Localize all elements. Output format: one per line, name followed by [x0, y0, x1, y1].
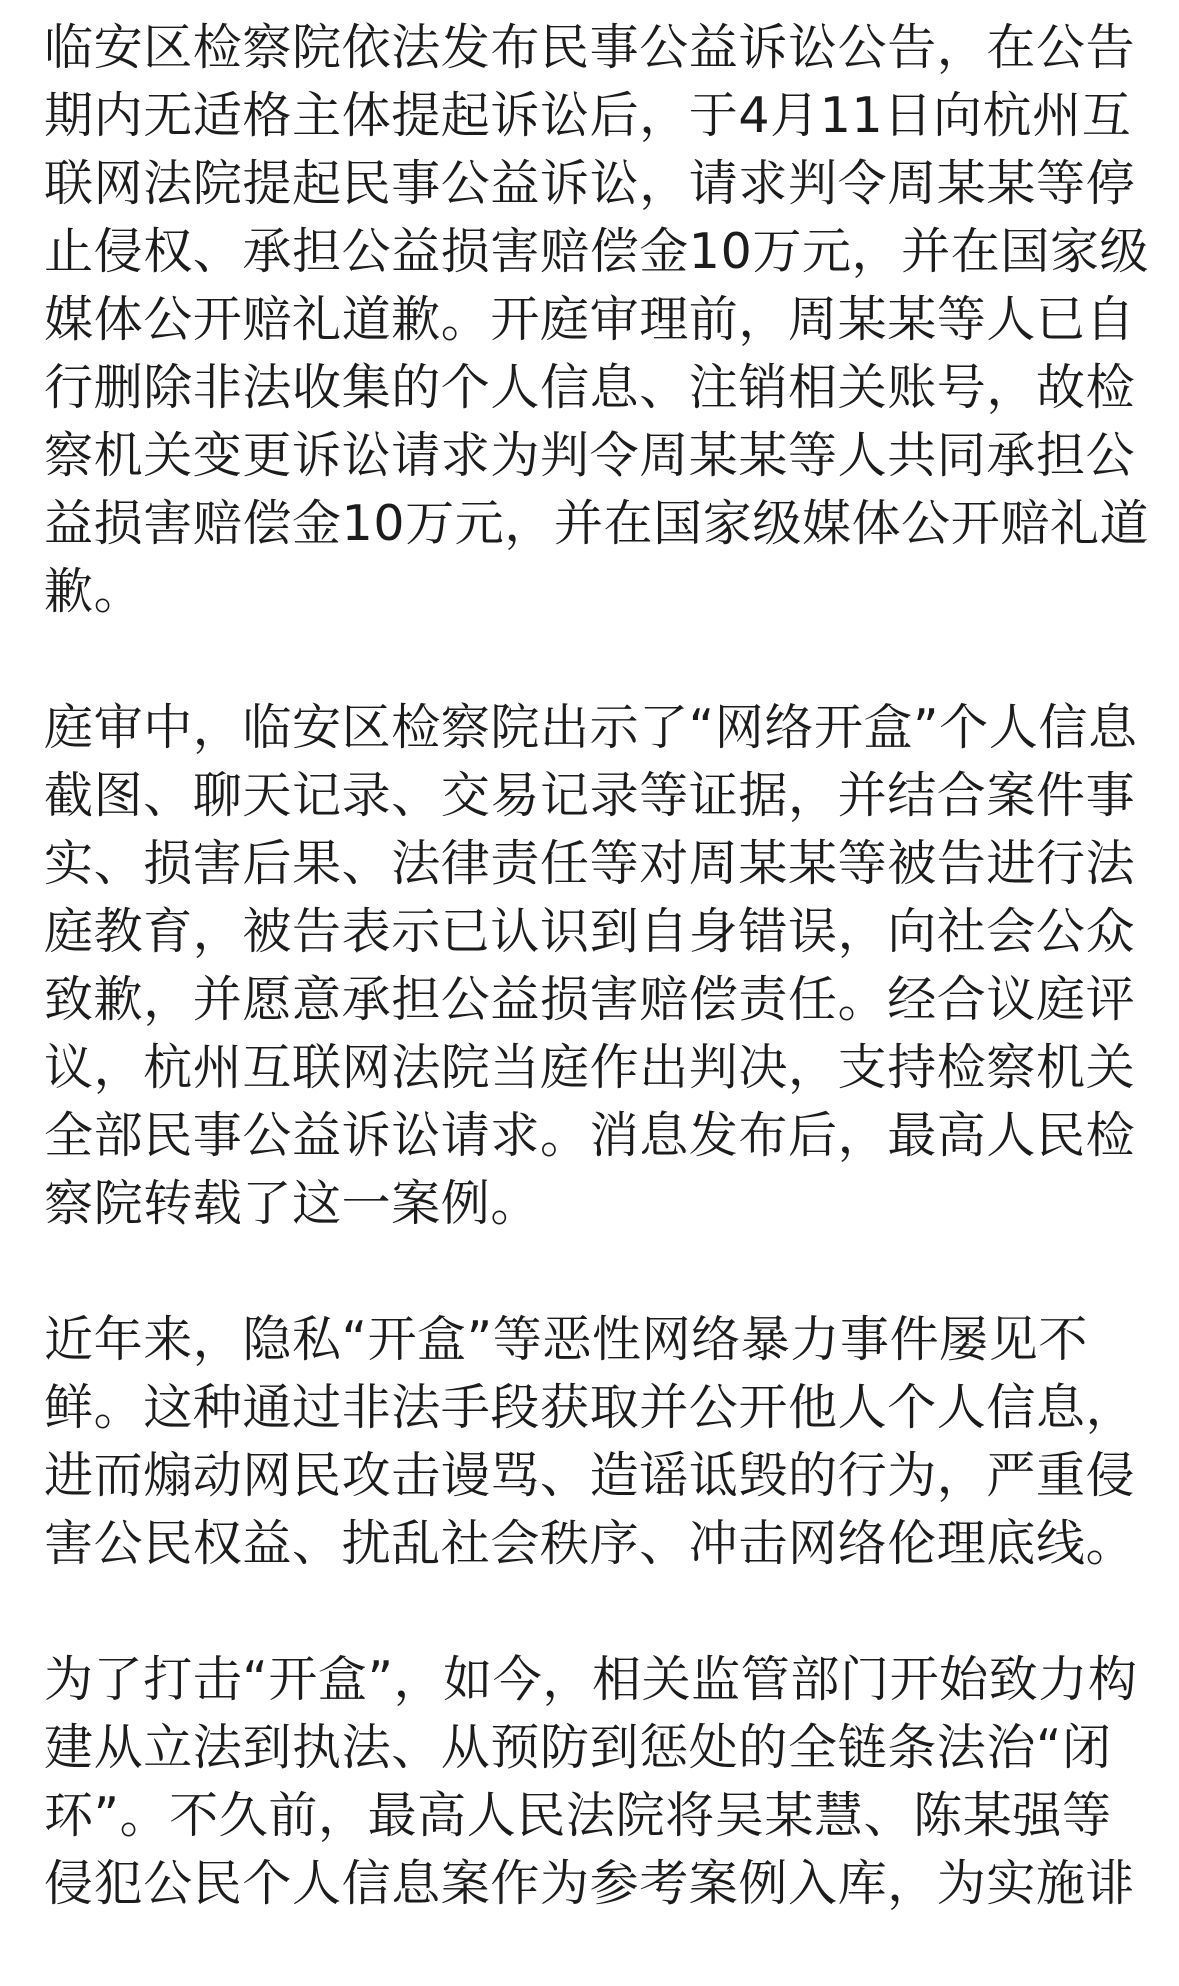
paragraph-4 — [44, 1646, 1144, 1918]
text-line: 实、损害后果、法律责任等对周某某等被告进行法 — [44, 835, 1136, 892]
text-line: 害公民权益、扰乱社会秩序、冲击网络伦理底线。 — [44, 1515, 1136, 1572]
text-line: 侵犯公民个人信息案作为参考案例入库，为实施诽 — [44, 1855, 1136, 1912]
text-line: 察院转载了这一案例。 — [44, 1175, 541, 1232]
text-line: 止侵权、承担公益损害赔偿金10万元，并在国家级 — [44, 223, 1150, 280]
text-line: 近年来，隐私“开盒”等恶性网络暴力事件屡见不 — [44, 1311, 1088, 1368]
text-line: 建从立法到执法、从预防到惩处的全链条法治“闭 — [44, 1719, 1112, 1776]
text-line: 庭教育，被告表示已认识到自身错误，向社会公众 — [44, 903, 1136, 960]
paragraph-2 — [44, 694, 1144, 1238]
text-line: 鲜。这种通过非法手段获取并公开他人个人信息， — [44, 1379, 1136, 1436]
paragraph-3 — [44, 1306, 1144, 1578]
text-line: 全部民事公益诉讼请求。消息发布后，最高人民检 — [44, 1107, 1136, 1164]
text-line: 进而煽动网民攻击谩骂、造谣诋毁的行为，严重侵 — [44, 1447, 1136, 1504]
text-line: 歉。 — [44, 563, 144, 620]
text-line: 议，杭州互联网法院当庭作出判决，支持检察机关 — [44, 1039, 1136, 1096]
text-line: 察机关变更诉讼请求为判令周某某等人共同承担公 — [44, 427, 1136, 484]
text-line: 致歉，并愿意承担公益损害赔偿责任。经合议庭评 — [44, 971, 1136, 1028]
text-line: 临安区检察院依法发布民事公益诉讼公告，在公告 — [44, 19, 1136, 76]
article-body — [44, 14, 1150, 1986]
text-line: 环”。不久前，最高人民法院将吴某慧、陈某强等 — [44, 1787, 1112, 1844]
text-line: 为了打击“开盒”，如今，相关监管部门开始致力构 — [44, 1651, 1138, 1708]
text-line: 益损害赔偿金10万元，并在国家级媒体公开赔礼道 — [44, 495, 1150, 552]
text-line: 联网法院提起民事公益诉讼，请求判令周某某等停 — [44, 155, 1136, 212]
text-line: 截图、聊天记录、交易记录等证据，并结合案件事 — [44, 767, 1136, 824]
paragraph-1 — [44, 14, 1150, 626]
text-line: 期内无适格主体提起诉讼后，于4月11日向杭州互 — [44, 87, 1132, 144]
text-line: 媒体公开赔礼道歉。开庭审理前，周某某等人已自 — [44, 291, 1136, 348]
text-line: 行删除非法收集的个人信息、注销相关账号，故检 — [44, 359, 1136, 416]
text-line: 庭审中，临安区检察院出示了“网络开盒”个人信息 — [44, 699, 1138, 756]
